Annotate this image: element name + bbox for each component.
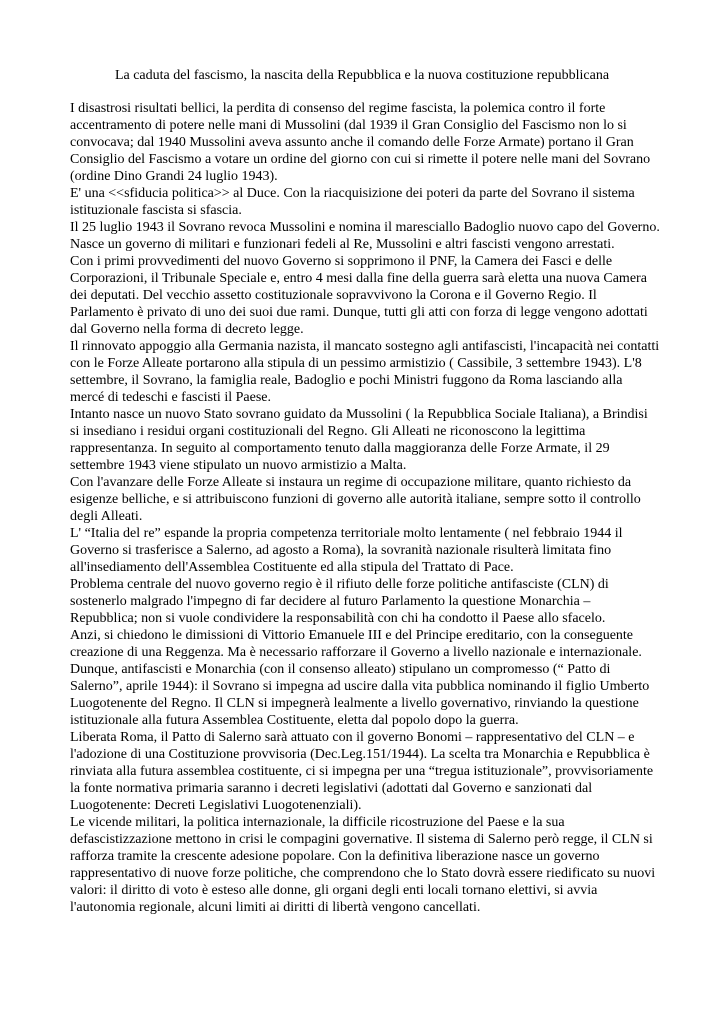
paragraph-11: Liberata Roma, il Patto di Salerno sarà attuato con il governo Bonomi – rappresentativo del CLN – e l'adozione di una Costituzione provvisoria (Dec.Leg.151/1944). La scelta tra Monarchia e Repubblica è rinviata alla futura assemblea costituente, ci si impegna per una “tregua istituzionale”, provvisoriamente la fonte normativa primaria saranno i decreti legislativi (adottati dal Governo e sanzionati dal Luogotenente: Decreti Legislativi Luogotenenziali). [70, 730, 654, 813]
paragraph-7: Con l'avanzare delle Forze Alleate si instaura un regime di occupazione militare, quanto richiesto da esigenze belliche, e si attribuiscono funzioni di governo alle autorità italiane, sempre sotto il controllo degli Alleati. [70, 475, 641, 524]
paragraph-1: I disastrosi risultati bellici, la perdita di consenso del regime fascista, la polemica contro il forte accentramento di potere nelle mani di Mussolini (dal 1939 il Gran Consiglio del Fascismo non lo si convocava; dal 1940 Mussolini aveva assunto anche il comando delle Forze Armate) portano il Gran Consiglio del Fascismo a votare un ordine del giorno con cui si rimette il potere nelle mani del Sovrano (ordine Dino Grandi 24 luglio 1943). [70, 101, 651, 184]
paragraph-9: Problema centrale del nuovo governo regio è il rifiuto delle forze politiche antifasciste (CLN) di sostenerlo malgrado l'impegno di far decidere al futuro Parlamento la questione Monarchia – Repubblica; non si vuole condividere la responsabilità con chi ha condotto il Paese allo sfacelo. [70, 577, 609, 626]
paragraph-2: E' una <<sfiducia politica>> al Duce. Con la riacquisizione dei poteri da parte del Sovrano il sistema istituzionale fascista si sfascia. [70, 186, 635, 218]
paragraph-5: Il rinnovato appoggio alla Germania nazista, il mancato sostegno agli antifascisti, l'incapacità nei contatti con le Forze Alleate portarono alla stipula di un pessimo armistizio ( Cassibile, 3 settembre 1943). L'8 settembre, il Sovrano, la famiglia reale, Badoglio e pochi Ministri fuggono da Roma lasciando alla mercé di tedeschi e fascisti il Paese. [70, 339, 660, 405]
document-body [70, 100, 660, 916]
paragraph-10: Anzi, si chiedono le dimissioni di Vittorio Emanuele III e del Principe ereditario, con la conseguente creazione di una Reggenza. Ma è necessario rafforzare il Governo a livello nazionale e internazionale. Dunque, antifascisti e Monarchia (con il consenso alleato) stipulano un compromesso (“ Patto di Salerno”, aprile 1944): il Sovrano si impegna ad uscire dalla vita pubblica nominando il figlio Umberto Luogotenente del Regno. Il CLN si impegnerà lealmente a livello governativo, rinviando la questione istituzionale alla futura Assemblea Costituente, eletta dal popolo dopo la guerra. [70, 628, 650, 728]
paragraph-3: Il 25 luglio 1943 il Sovrano revoca Mussolini e nomina il maresciallo Badoglio nuovo capo del Governo. Nasce un governo di militari e funzionari fedeli al Re, Mussolini e altri fascisti vengono arrestati. [70, 220, 660, 252]
paragraph-4: Con i primi provvedimenti del nuovo Governo si sopprimono il PNF, la Camera dei Fasci e delle Corporazioni, il Tribunale Speciale e, entro 4 mesi dalla fine della guerra sarà eletta una nuova Camera dei deputati. Del vecchio assetto costituzionale sopravvivono la Corona e il Governo Regio. Il Parlamento è privato di uno dei suoi due rami. Dunque, tutti gli atti con forza di legge vengono adottati dal Governo nella forma di decreto legge. [70, 254, 648, 337]
document-title: La caduta del fascismo, la nascita della Repubblica e la nuova costituzione repubblicana [114, 68, 610, 83]
paragraph-12: Le vicende militari, la politica internazionale, la difficile ricostruzione del Paese e la sua defascistizzazione mettono in crisi le compagini governative. Il sistema di Salerno però regge, il CLN si rafforza tramite la crescente adesione popolare. Con la definitiva liberazione nasce un governo rappresentativo di nuove forze politiche, che comprendono che lo Stato dovrà essere riedificato su nuovi valori: il diritto di voto è esteso alle donne, gli organi degli enti locali tornano elettivi, si avvia l'autonomia regionale, alcuni limiti ai diritti di libertà vengono cancellati. [70, 815, 656, 915]
paragraph-6: Intanto nasce un nuovo Stato sovrano guidato da Mussolini ( la Repubblica Sociale Italiana), a Brindisi si insediano i residui organi costituzionali del Regno. Gli Alleati ne riconoscono la legittima rappresentanza. In seguito al comportamento tenuto dalla maggioranza delle Forze Armate, il 29 settembre 1943 viene stipulato un nuovo armistizio a Malta. [70, 407, 648, 473]
paragraph-8: L' “Italia del re” espande la propria competenza territoriale molto lentamente ( nel febbraio 1944 il Governo si trasferisce a Salerno, ad agosto a Roma), la sovranità nazionale risulterà limitata fino all'insediamento dell'Assemblea Costituente ed alla stipula del Trattato di Pace. [70, 526, 623, 575]
